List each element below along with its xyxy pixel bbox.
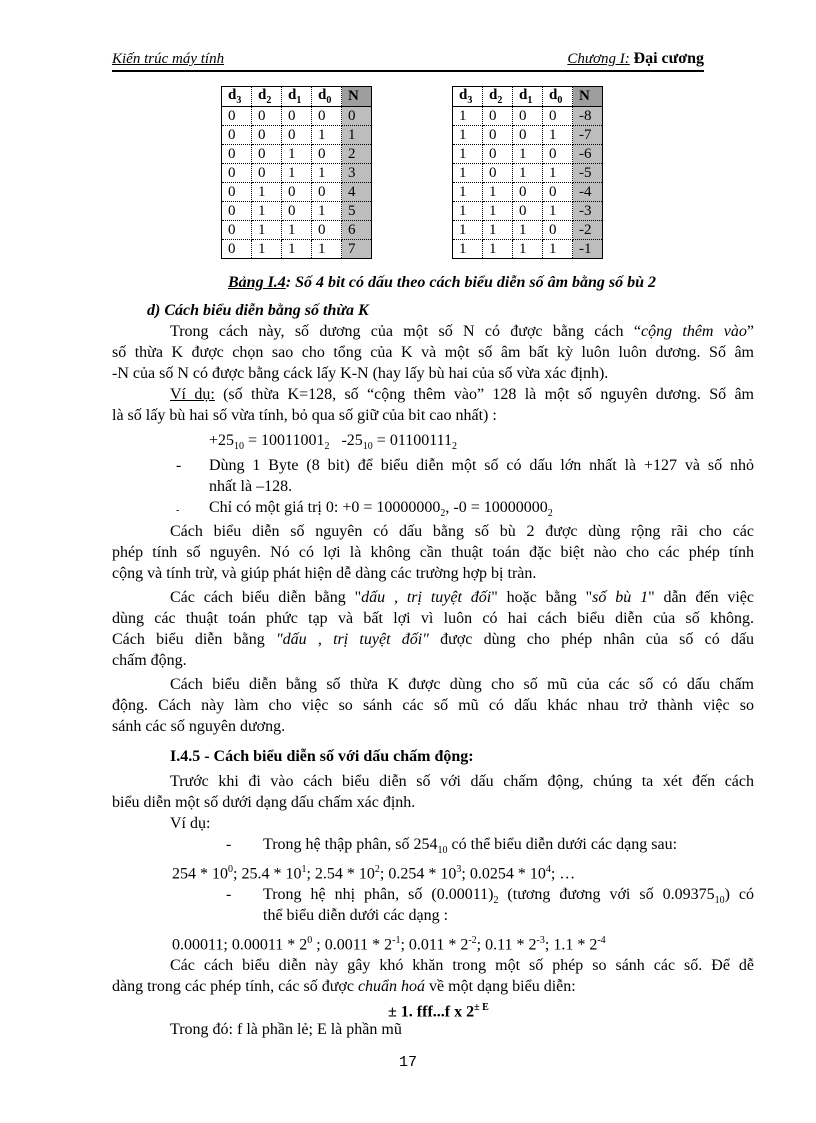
subscript: 10 [437, 845, 448, 857]
bit-cell: 1 [453, 126, 483, 145]
bit-cell: 1 [453, 202, 483, 221]
value-cell: 7 [342, 240, 372, 259]
bit-cell: 0 [222, 126, 252, 145]
para3-line2: dùng các thuật toán phức tạp và bất lợi vì luôn có hai cách biểu diễn của số không. [112, 610, 754, 627]
form-exponent: -3 [536, 935, 545, 946]
form-base: 0.00011; 0.00011 * 2 [172, 936, 308, 954]
bit-cell: 0 [222, 240, 252, 259]
text: ) có [724, 886, 754, 903]
bit-cell: 0 [282, 183, 312, 202]
bit-cell: 1 [252, 183, 282, 202]
text: = 01100111 [372, 432, 453, 449]
value-cell: -1 [573, 240, 603, 259]
text-italic: số bù 1 [592, 589, 649, 606]
bit-cell: 0 [252, 145, 282, 164]
column-header: $d_1$ [513, 87, 543, 107]
bit-cell: 1 [282, 240, 312, 259]
para4-line3: sánh các số nguyên dương. [112, 718, 286, 735]
value-cell: 4 [342, 183, 372, 202]
form-base: 254 * 10 [172, 865, 228, 883]
bit-cell: 1 [453, 145, 483, 164]
bit-cell: 1 [453, 240, 483, 259]
text-italic: cộng thêm vào [640, 323, 747, 340]
text: " dẫn đến việc [648, 589, 755, 606]
value-cell: 5 [342, 202, 372, 221]
table-row [222, 164, 372, 183]
bullet1-line2: nhất là –128. [209, 478, 293, 495]
text: có thể biểu diễn dưới các dạng sau: [447, 836, 678, 853]
page-header [112, 46, 704, 72]
equation-25 [209, 430, 457, 457]
form-separator: ; [306, 865, 315, 883]
value-cell: -2 [573, 221, 603, 240]
para2-line1: Cách biểu diễn số nguyên có dấu bằng số bù 2 được dùng rộng rãi cho các [170, 523, 754, 540]
header-chapter-label: Chương I: [567, 51, 630, 67]
bit-cell: 0 [483, 107, 513, 126]
bit-cell: 1 [483, 221, 513, 240]
intro-line2: biểu diễn một số dưới dạng dấu chấm xác định. [112, 794, 416, 811]
bit-cell: 0 [252, 107, 282, 126]
form-base: 1.1 * 2 [553, 936, 598, 954]
bit-cell: 1 [543, 164, 573, 183]
text: -25 [329, 432, 363, 449]
decimal-bullet [263, 834, 677, 861]
column-header: $d_3$ [453, 87, 483, 107]
bit-cell: 0 [513, 183, 543, 202]
subscript: 2 [547, 508, 553, 520]
form-separator: ; [233, 865, 242, 883]
para1-line2: số thừa K được chọn sao cho tổng của K và một số âm bất kỳ luôn luôn dương. Số âm [112, 344, 754, 361]
example-label: Ví dụ: [170, 815, 211, 832]
subscript: 2 [324, 441, 330, 453]
bit-cell: 1 [453, 107, 483, 126]
table-header-row [222, 87, 372, 107]
bullet-dash: - [226, 886, 232, 903]
bit-cell: 1 [282, 164, 312, 183]
value-cell: 0 [342, 107, 372, 126]
column-header: $d_0$ [543, 87, 573, 107]
bit-cell: 0 [222, 202, 252, 221]
bullet-dash: - [226, 836, 232, 853]
column-header: $d_2$ [483, 87, 513, 107]
para3-line4: chấm động. [112, 652, 187, 669]
bit-cell: 1 [282, 145, 312, 164]
text: Chỉ có một giá trị 0: +0 = 10000000 [209, 499, 441, 516]
form-exponent: 0 [307, 935, 313, 946]
form-exponent: 1 [301, 864, 307, 875]
bit-cell: 0 [483, 164, 513, 183]
subscript: 10 [362, 441, 373, 453]
value-cell: 2 [342, 145, 372, 164]
value-cell: 6 [342, 221, 372, 240]
form-base: 0.011 * 2 [408, 936, 469, 954]
text: về một dạng biểu diễn: [425, 978, 576, 995]
subscript: 2 [452, 441, 458, 453]
bit-cell: 0 [312, 221, 342, 240]
bit-cell: 1 [483, 202, 513, 221]
table-negative-numbers [452, 86, 603, 259]
para4-line1: Cách biểu diễn bằng số thừa K được dùng cho số mũ của các số có dấu chấm [170, 676, 754, 693]
text: (số thừa K=128, số “cộng thêm vào” 128 là một số nguyên dương. Số âm [214, 386, 754, 403]
bullet1-line1: Dùng 1 Byte (8 bit) để biểu diễn một số có dấu lớn nhất là +127 và số nhỏ [209, 457, 754, 474]
bit-cell: 1 [543, 202, 573, 221]
bit-cell: 0 [543, 221, 573, 240]
formula-exponent: ± E [474, 1002, 489, 1013]
form-separator: ; [379, 865, 389, 883]
bit-cell: 0 [543, 107, 573, 126]
table-row [453, 145, 603, 164]
form-exponent: 3 [456, 864, 462, 875]
table-row [222, 202, 372, 221]
bit-cell: 1 [513, 221, 543, 240]
form-exponent: 0 [228, 864, 233, 875]
bit-cell: 1 [252, 202, 282, 221]
bit-cell: 1 [312, 164, 342, 183]
header-book-title: Kiến trúc máy tính [112, 51, 225, 67]
bit-cell: 1 [312, 202, 342, 221]
bit-cell: 0 [483, 145, 513, 164]
form-base: 0.0254 * 10 [469, 865, 546, 883]
bit-cell: 0 [312, 145, 342, 164]
form-separator: ; … [550, 865, 576, 883]
para3-line3 [112, 629, 754, 650]
bit-cell: 1 [483, 183, 513, 202]
bit-cell: 0 [513, 107, 543, 126]
bit-cell: 1 [453, 183, 483, 202]
form-exponent: -1 [392, 935, 401, 946]
column-header: $d_1$ [282, 87, 312, 107]
bullet-dash: - [176, 457, 182, 474]
normalized-formula [388, 997, 489, 1022]
text: " hoặc bằng " [491, 589, 593, 606]
text: Cách biểu diễn bằng [112, 631, 276, 648]
table-row [222, 126, 372, 145]
table-caption [228, 274, 656, 292]
bit-cell: 0 [312, 107, 342, 126]
column-header: N [573, 87, 603, 107]
form-exponent: 4 [545, 864, 551, 875]
bit-cell: 0 [222, 164, 252, 183]
text: Trong cách này, số dương của một số N có được bằng cách “ [170, 323, 641, 340]
text-italic: dấu , trị tuyệt đối [361, 589, 492, 606]
value-cell: -4 [573, 183, 603, 202]
subscript: 10 [234, 441, 245, 453]
text-italic: "dấu , trị tuyệt đối" [275, 631, 429, 648]
column-header: $d_0$ [312, 87, 342, 107]
bit-cell: 0 [483, 126, 513, 145]
bit-cell: 0 [513, 202, 543, 221]
bit-cell: 0 [282, 107, 312, 126]
value-cell: -5 [573, 164, 603, 183]
bit-cell: 0 [312, 183, 342, 202]
table-row [453, 183, 603, 202]
text: Trong hệ thập phân, số 254 [263, 836, 438, 853]
bit-cell: 1 [453, 164, 483, 183]
form-separator: ; [312, 936, 325, 954]
form-base: 0.254 * 10 [388, 865, 457, 883]
table-row [453, 221, 603, 240]
text: Các cách biểu diễn bằng " [170, 589, 362, 606]
para5-line2 [112, 976, 576, 997]
bit-cell: 1 [513, 145, 543, 164]
header-chapter-title: Đại cương [633, 50, 704, 67]
intro-line1: Trước khi đi vào cách biểu diễn số với dấu chấm động, chúng ta xét đến cách [170, 773, 754, 790]
column-header: $d_2$ [252, 87, 282, 107]
bit-cell: 1 [252, 221, 282, 240]
bullet-dash: - [176, 505, 180, 516]
column-header: $d_3$ [222, 87, 252, 107]
value-cell: -6 [573, 145, 603, 164]
bit-cell: 0 [252, 164, 282, 183]
table-row [453, 164, 603, 183]
bit-cell: 0 [222, 183, 252, 202]
value-cell: 3 [342, 164, 372, 183]
bit-cell: 1 [543, 126, 573, 145]
form-base: 25.4 * 10 [241, 865, 302, 883]
binary-bullet-line2: thể biểu diễn dưới các dạng : [263, 907, 449, 924]
table-row [222, 145, 372, 164]
bit-cell: 1 [312, 240, 342, 259]
subscript: 2 [440, 508, 446, 520]
para5-line1: Các cách biểu diễn này gây khó khăn trong một số phép so sánh các số. Để dễ [170, 957, 754, 974]
para3-line1 [170, 587, 754, 608]
column-header: N [342, 87, 372, 107]
bit-cell: 1 [252, 240, 282, 259]
section-145-title: I.4.5 - Cách biểu diễn số với dấu chấm động: [170, 748, 474, 765]
form-exponent: -4 [597, 935, 606, 946]
bit-cell: 1 [543, 240, 573, 259]
example-label: Ví dụ: [170, 386, 215, 403]
form-base: 0.11 * 2 [485, 936, 537, 954]
bit-cell: 0 [543, 183, 573, 202]
table-row [222, 240, 372, 259]
table-row [222, 221, 372, 240]
value-cell: 1 [342, 126, 372, 145]
form-base: 2.54 * 10 [314, 865, 375, 883]
bit-cell: 1 [282, 221, 312, 240]
text: được dùng cho phép nhân của số có dấu [428, 631, 755, 648]
subscript: 2 [493, 895, 499, 907]
bit-cell: 0 [543, 145, 573, 164]
page-number: 17 [398, 1054, 417, 1071]
form-base: 0.0011 * 2 [324, 936, 393, 954]
bit-cell: 1 [312, 126, 342, 145]
text: +25 [209, 432, 235, 449]
form-separator: ; [476, 936, 486, 954]
bit-cell: 1 [483, 240, 513, 259]
text: ” [746, 323, 754, 340]
binary-forms [172, 930, 606, 955]
table-positive-numbers [221, 86, 372, 259]
table-row [222, 183, 372, 202]
bit-cell: 0 [222, 145, 252, 164]
bit-cell: 0 [282, 126, 312, 145]
decimal-forms [172, 859, 575, 884]
bit-cell: 1 [453, 221, 483, 240]
table-row [453, 240, 603, 259]
subscript: 10 [714, 895, 725, 907]
form-exponent: -2 [468, 935, 477, 946]
value-cell: -7 [573, 126, 603, 145]
table-row [222, 107, 372, 126]
where-line: Trong đó: f là phần lẻ; E là phần mũ [170, 1021, 402, 1038]
formula-text: ± 1. fff...f x 2 [388, 1003, 475, 1021]
example-line1 [170, 384, 754, 405]
text-italic: chuẩn hoá [357, 978, 426, 995]
table-row [453, 202, 603, 221]
form-separator: ; [400, 936, 409, 954]
para1-line3: -N của số N có được bằng các​k lấy K-N (hay lấy bù hai của số vừa xác định). [112, 365, 609, 382]
text: , -0 = 10000000 [445, 499, 548, 516]
bit-cell: 1 [513, 164, 543, 183]
caption-label: Bảng I.4 [228, 274, 286, 291]
para1-line1 [170, 321, 754, 342]
table-header-row [453, 87, 603, 107]
para2-line3: cộng và tính trừ, và giúp phát hiện dễ dàng các trường hợp bị tràn. [112, 565, 537, 582]
text: (tương đương với số 0.09375 [498, 886, 715, 903]
example-line2: là số lấy bù hai số vừa tính, bỏ qua số giữ của bit cao nhất) : [112, 407, 497, 424]
header-chapter [567, 50, 704, 68]
text: dàng trong các phép tính, các số được [112, 978, 358, 995]
table-row [453, 107, 603, 126]
form-exponent: 2 [374, 864, 380, 875]
section-d-title: d) Cách biểu diễn bằng số thừa K [147, 302, 369, 319]
bit-cell: 0 [222, 107, 252, 126]
bit-cell: 0 [282, 202, 312, 221]
bit-cell: 1 [513, 240, 543, 259]
text: = 10011001 [244, 432, 325, 449]
text: Trong hệ nhị phân, số (0.00011) [263, 886, 494, 903]
caption-text: : Số 4 bit có dấu theo cách biểu diễn số âm bằng số bù 2 [285, 274, 657, 291]
form-separator: ; [544, 936, 554, 954]
para2-line2: phép tính số nguyên. Nó có lợi là không cần thuật toán đặc biệt nào cho các phép tính [112, 544, 754, 561]
bit-cell: 0 [222, 221, 252, 240]
value-cell: -3 [573, 202, 603, 221]
table-row [453, 126, 603, 145]
bit-cell: 0 [252, 126, 282, 145]
value-cell: -8 [573, 107, 603, 126]
form-separator: ; [461, 865, 470, 883]
para4-line2: động. Cách này làm cho việc so sánh các số mũ có dấu khác nhau trở thành việc so [112, 697, 754, 714]
bit-cell: 0 [513, 126, 543, 145]
